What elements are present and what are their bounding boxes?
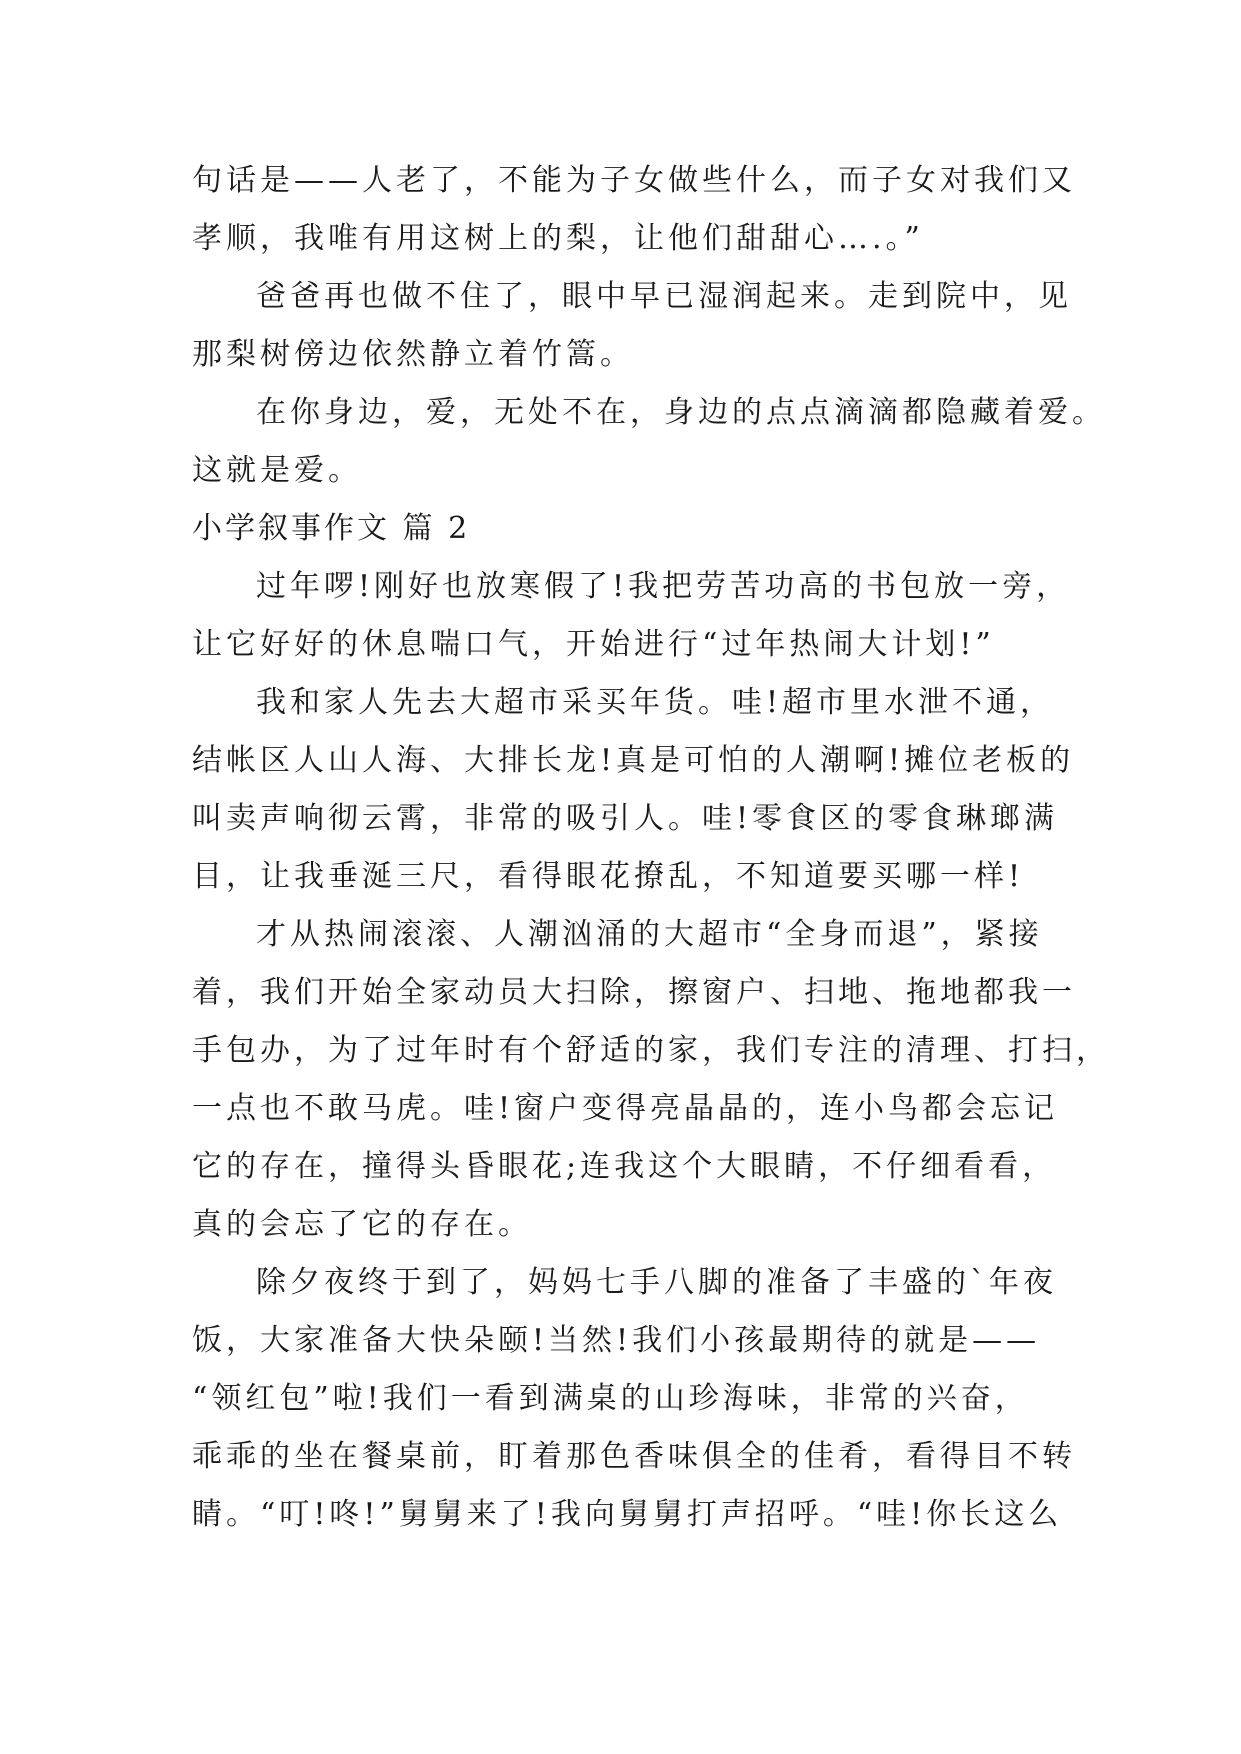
- paragraph-start-line: 爸爸再也做不住了，眼中早已湿润起来。走到院中，见: [256, 279, 1072, 314]
- text-line: 乖乖的坐在餐桌前，盯着那色香味俱全的佳肴，看得目不转: [192, 1439, 1076, 1474]
- text-line: 目，让我垂涎三尺，看得眼花撩乱，不知道要买哪一样!: [192, 859, 1025, 894]
- text-line: 真的会忘了它的存在。: [192, 1207, 532, 1242]
- text-line: 饭，大家准备大快朵颐!当然!我们小孩最期待的就是——: [192, 1323, 1041, 1358]
- text-line: “领红包”啦!我们一看到满桌的山珍海味，非常的兴奋，: [192, 1381, 1029, 1416]
- text-line: 结帐区人山人海、大排长龙!真是可怕的人潮啊!摊位老板的: [192, 743, 1075, 778]
- text-line: 一点也不敢马虎。哇!窗户变得亮晶晶的，连小鸟都会忘记: [192, 1091, 1059, 1126]
- section-heading: 小学叙事作文 篇 2: [192, 511, 471, 546]
- text-line: 叫卖声响彻云霄，非常的吸引人。哇!零食区的零食琳瑯满: [192, 801, 1059, 836]
- text-line: 睛。“叮!咚!”舅舅来了!我向舅舅打声招呼。“哇!你长这么: [192, 1497, 1063, 1532]
- text-line: 手包办，为了过年时有个舒适的家，我们专注的清理、打扫，: [192, 1033, 1110, 1068]
- paragraph-start-line: 除夕夜终于到了，妈妈七手八脚的准备了丰盛的`年夜: [256, 1265, 1057, 1300]
- paragraph-start-line: 我和家人先去大超市采买年货。哇!超市里水泄不通，: [256, 685, 1055, 720]
- document-body: [192, 152, 1110, 1544]
- text-line: 孝顺，我唯有用这树上的梨，让他们甜甜心….。”: [192, 221, 924, 256]
- text-line: 着，我们开始全家动员大扫除，擦窗户、扫地、拖地都我一: [192, 975, 1076, 1010]
- paragraph-start-line: 过年啰!刚好也放寒假了!我把劳苦功高的书包放一旁，: [256, 569, 1071, 604]
- paragraph-start-line: 才从热闹滚滚、人潮汹涌的大超市“全身而退”，紧接: [256, 917, 1043, 952]
- text-line: 这就是爱。: [192, 453, 362, 488]
- text-line: 那梨树傍边依然静立着竹篙。: [192, 337, 634, 372]
- text-line: 句话是——人老了，不能为子女做些什么，而子女对我们又: [192, 163, 1076, 198]
- text-line: 让它好好的休息喘口气，开始进行“过年热闹大计划!”: [192, 627, 995, 662]
- paragraph-start-line: 在你身边，爱，无处不在，身边的点点滴滴都隐藏着爱。: [256, 395, 1106, 430]
- text-line: 它的存在，撞得头昏眼花;连我这个大眼睛，不仔细看看，: [192, 1149, 1057, 1184]
